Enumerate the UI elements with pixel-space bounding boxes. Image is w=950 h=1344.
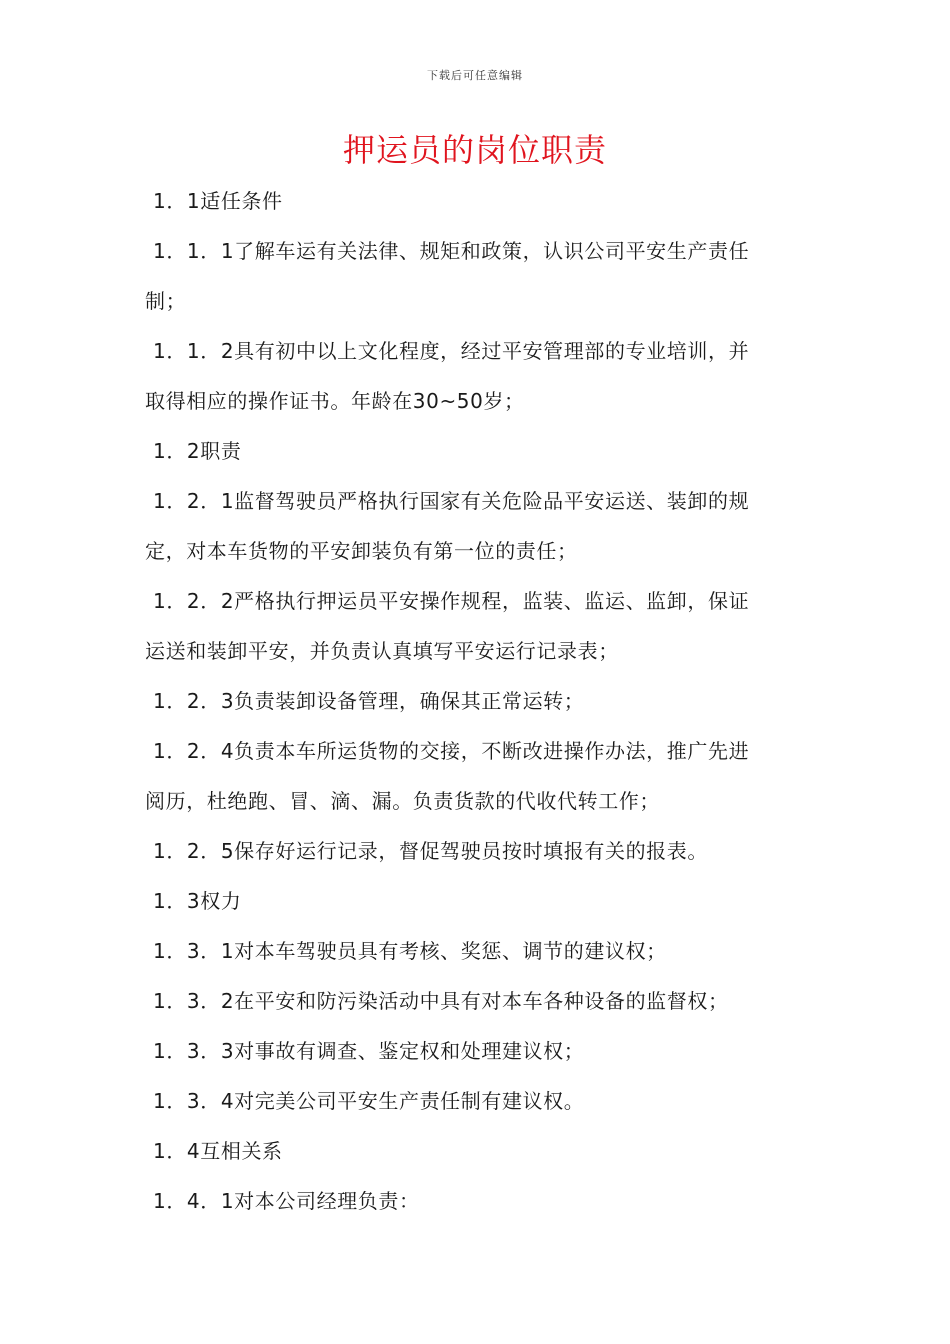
paragraph-line: 取得相应的操作证书。年龄在30~50岁； <box>145 389 525 413</box>
paragraph-line: 1．2职责 <box>153 439 242 463</box>
paragraph-line: 1．1适任条件 <box>153 189 283 213</box>
paragraph-line: 1．3权力 <box>153 889 242 913</box>
paragraph-line: 1．2．2严格执行押运员平安操作规程，监装、监运、监卸，保证 <box>153 589 750 613</box>
paragraph-line: 1．2．4负责本车所运货物的交接，不断改进操作办法，推广先进 <box>153 739 750 763</box>
paragraph-line: 1．4．1对本公司经理负责： <box>153 1189 420 1213</box>
paragraph-line: 1．2．3负责装卸设备管理，确保其正常运转； <box>153 689 585 713</box>
paragraph-line: 1．3．1对本车驾驶员具有考核、奖惩、调节的建议权； <box>153 939 667 963</box>
paragraph-line: 1．1．1了解车运有关法律、规矩和政策，认识公司平安生产责任 <box>153 239 750 263</box>
paragraph-line: 阅历，杜绝跑、冒、滴、漏。负责货款的代收代转工作； <box>145 789 660 813</box>
paragraph-line: 1．2．5保存好运行记录，督促驾驶员按时填报有关的报表。 <box>153 839 708 863</box>
paragraph-line: 1．1．2具有初中以上文化程度，经过平安管理部的专业培训，并 <box>153 339 750 363</box>
document-body <box>145 176 809 1226</box>
paragraph-line: 制； <box>145 289 187 313</box>
paragraph-line: 1．3．2在平安和防污染活动中具有对本车各种设备的监督权； <box>153 989 729 1013</box>
header-note: 下载后可任意编辑 <box>427 69 523 82</box>
paragraph-line: 定，对本车货物的平安卸装负有第一位的责任； <box>145 539 578 563</box>
document-title: 押运员的岗位职责 <box>342 131 607 169</box>
paragraph-line: 运送和装卸平安，并负责认真填写平安运行记录表； <box>145 639 619 663</box>
paragraph-line: 1．3．3对事故有调查、鉴定权和处理建议权； <box>153 1039 585 1063</box>
paragraph-line: 1．2．1监督驾驶员严格执行国家有关危险品平安运送、装卸的规 <box>153 489 750 513</box>
paragraph-line: 1．4互相关系 <box>153 1139 283 1163</box>
paragraph-line: 1．3．4对完美公司平安生产责任制有建议权。 <box>153 1089 585 1113</box>
